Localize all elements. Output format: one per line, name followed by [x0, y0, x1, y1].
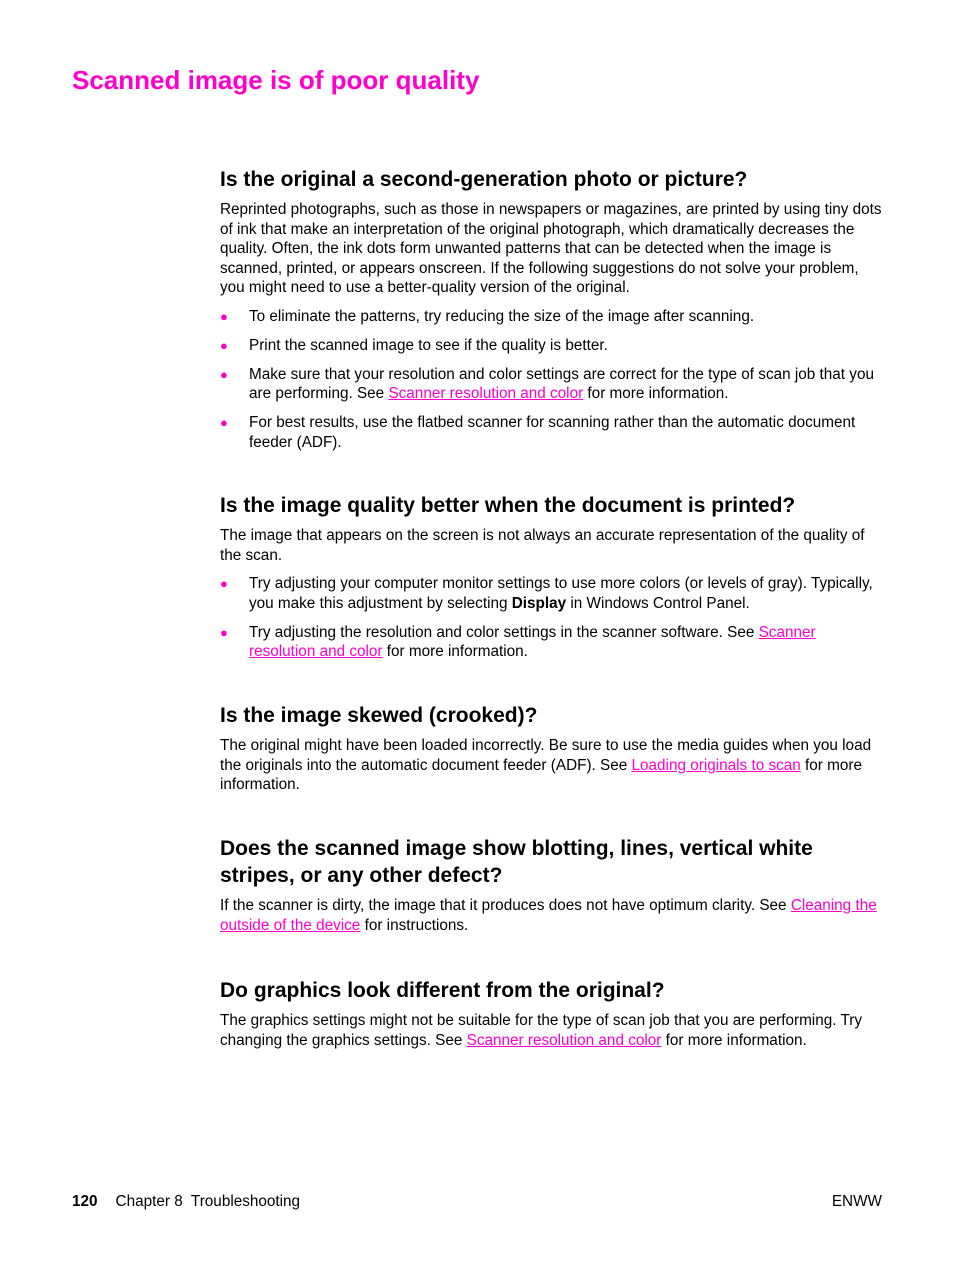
page-number: 120 — [72, 1193, 98, 1210]
bullet-list — [220, 307, 884, 453]
list-item-text: To eliminate the patterns, try reducing the size of the image after scanning. — [249, 307, 755, 325]
list-item — [220, 307, 884, 327]
body-text: for more information. — [661, 1031, 807, 1049]
bullet-icon: ● — [220, 337, 228, 353]
list-item-text: in Windows Control Panel. — [566, 594, 750, 612]
list-item-text: For best results, use the flatbed scanner for scanning rather than the automatic document feeder (ADF). — [249, 414, 856, 451]
section-heading: Is the original a second-generation photo or picture? — [220, 168, 748, 191]
section-quality-when-printed — [220, 492, 884, 671]
section-body — [220, 736, 884, 795]
list-item-text: Try adjusting your computer monitor settings to use more colors (or levels of gray). Typically, you make this adjustment by selecting — [249, 575, 873, 612]
section-heading: Does the scanned image show blotting, lines, vertical white stripes, or any other defect? — [220, 837, 813, 887]
body-text: If the scanner is dirty, the image that it produces does not have optimum clarity. See — [220, 897, 791, 914]
list-item-text: Make sure that your resolution and color settings are correct for the type of scan job that you are performing. See — [249, 365, 874, 402]
section-heading: Do graphics look different from the original? — [220, 979, 665, 1002]
body-text: The graphics settings might not be suitable for the type of scan job that you are performing. Try changing the graphics settings. See — [220, 1012, 862, 1049]
list-item-text: Try adjusting the resolution and color settings in the scanner software. See — [249, 623, 759, 641]
section-second-generation-photo — [220, 166, 884, 462]
bullet-icon: ● — [220, 308, 228, 324]
body-text: for instructions. — [360, 916, 469, 934]
section-heading: Is the image skewed (crooked)? — [220, 704, 538, 727]
bullet-icon: ● — [220, 624, 228, 640]
section-body — [220, 1011, 884, 1050]
section-heading: Is the image quality better when the document is printed? — [220, 494, 796, 517]
list-item — [220, 365, 884, 404]
link-scanner-resolution-and-color[interactable]: Scanner resolution and color — [388, 385, 584, 402]
page-title: Scanned image is of poor quality — [72, 65, 480, 95]
list-item — [220, 623, 884, 662]
footer-right-label: ENWW — [831, 1193, 882, 1210]
chapter-label: Chapter 8 Troubleshooting — [115, 1193, 301, 1210]
page-footer — [72, 1192, 882, 1211]
list-item — [220, 413, 884, 452]
ui-term-display: Display — [511, 594, 567, 612]
section-graphics-look-different — [220, 977, 884, 1050]
bullet-list — [220, 574, 884, 662]
section-blotting-lines-defects — [220, 835, 884, 935]
link-cleaning-outside-of-device[interactable]: Cleaning the outside of the device — [220, 897, 877, 934]
section-image-skewed — [220, 702, 884, 795]
list-item-text: for more information. — [382, 643, 528, 660]
section-body: The image that appears on the screen is not always an accurate representation of the quality of the scan. — [220, 527, 865, 564]
section-body: Reprinted photographs, such as those in newspapers or magazines, are printed by using tiny dots of ink that make an interpretation of the original photograph, which dramatically decreases the quality. Often, the ink dots form unwanted patterns that can be detected when the image is scanned, printed, or appears onscreen. If the following suggestions do not solve your problem, you might need to use a better-quality version of the original. — [220, 201, 882, 296]
list-item — [220, 574, 884, 613]
list-item — [220, 336, 884, 356]
bullet-icon: ● — [220, 415, 228, 430]
section-body — [220, 896, 884, 935]
bullet-icon: ● — [220, 576, 228, 591]
list-item-text: for more information. — [583, 385, 729, 402]
body-text: for more information. — [220, 756, 862, 793]
link-loading-originals-to-scan[interactable]: Loading originals to scan — [631, 756, 801, 774]
bullet-icon: ● — [220, 366, 228, 382]
link-scanner-resolution-and-color[interactable]: Scanner resolution and color — [466, 1031, 662, 1049]
link-scanner-resolution-and-color[interactable]: Scanner resolution and color — [249, 623, 816, 660]
body-text: The original might have been loaded incorrectly. Be sure to use the media guides when you load the originals into the automatic document feeder (ADF). See — [220, 737, 872, 774]
list-item-text: Print the scanned image to see if the quality is better. — [249, 336, 608, 354]
